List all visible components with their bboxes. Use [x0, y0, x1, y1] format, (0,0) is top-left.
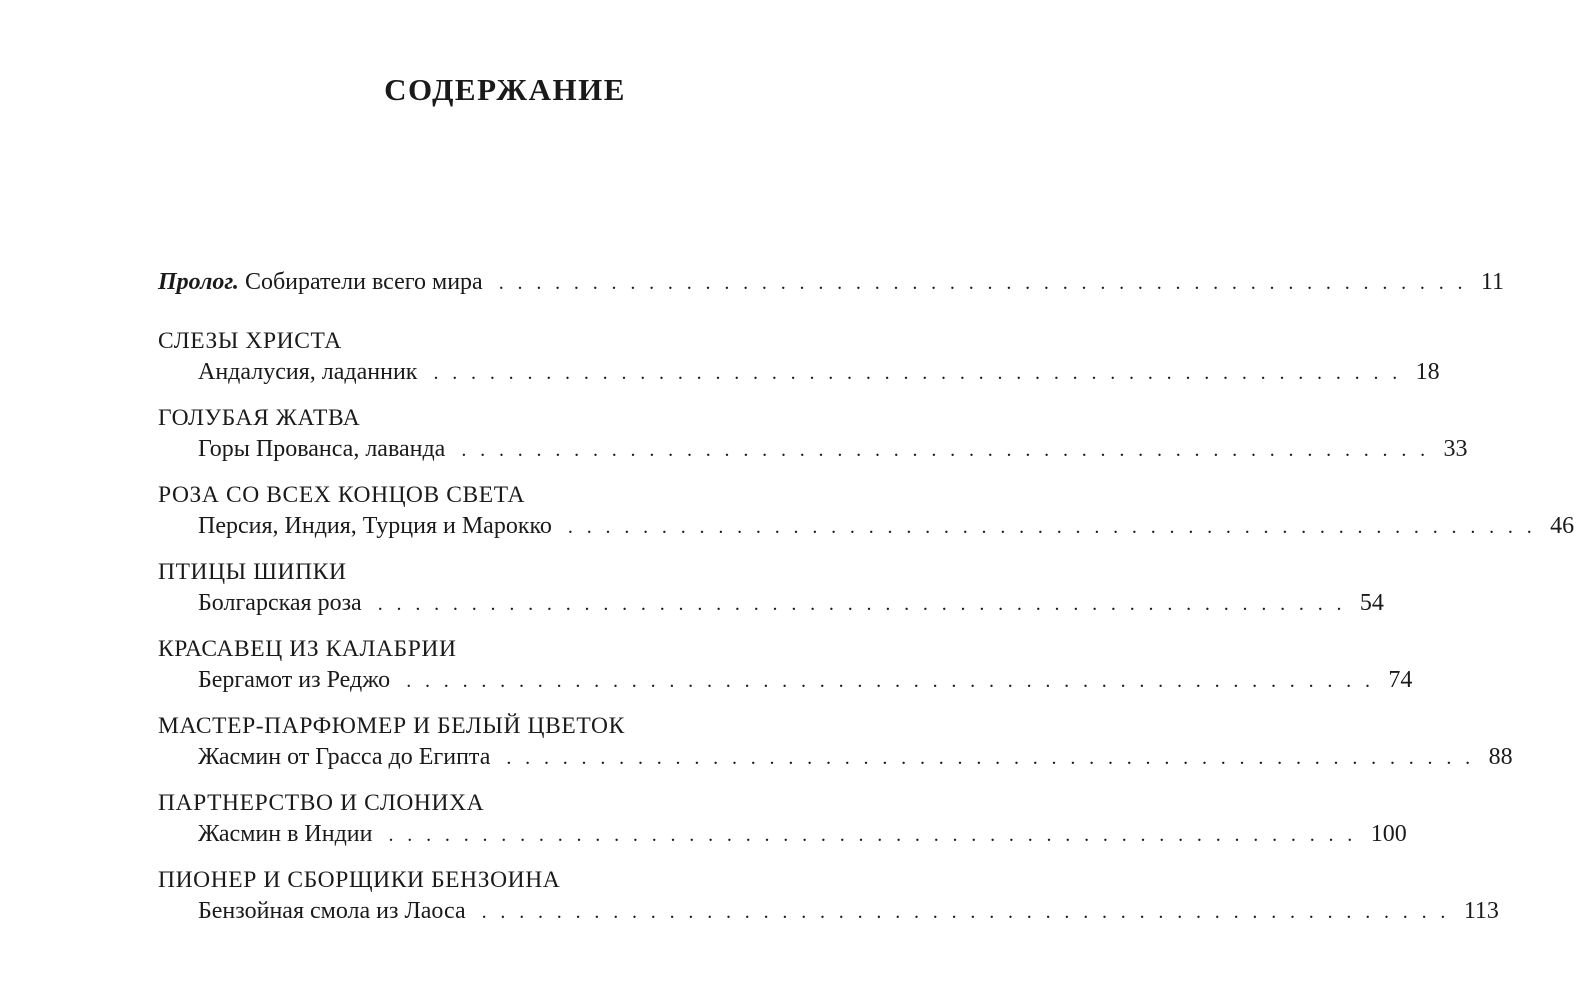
page-number: 33 [1443, 436, 1468, 462]
section-title: ПТИЦЫ ШИПКИ [158, 559, 347, 585]
toc-entry[interactable] [198, 511, 1574, 542]
section-title: КРАСАВЕЦ ИЗ КАЛАБРИИ [158, 636, 457, 662]
toc-entry-label: Горы Прованса, лаванда [198, 436, 446, 462]
prologue-text: Собиратели всего мира [244, 269, 483, 295]
page-number: 54 [1359, 590, 1384, 616]
section-title: МАСТЕР-ПАРФЮМЕР И БЕЛЫЙ ЦВЕТОК [158, 713, 625, 739]
leader-dots: . . . . . . . . . . . . . . . . . . . . . . . . . . . . . . . . . . . . . . . . . . . . . . . . . . . . [377, 593, 1346, 615]
toc-entry-label: Болгарская роза [198, 590, 362, 616]
page-number: 74 [1388, 667, 1413, 693]
toc-entry[interactable] [198, 896, 1499, 927]
toc-entry[interactable] [198, 819, 1407, 850]
toc-entry-label: Жасмин в Индии [198, 821, 373, 847]
toc-entry[interactable] [198, 434, 1468, 465]
section-title: СЛЕЗЫ ХРИСТА [158, 328, 342, 354]
leader-dots: . . . . . . . . . . . . . . . . . . . . . . . . . . . . . . . . . . . . . . . . . . . . . . . . . . . . [461, 439, 1430, 461]
section-title: РОЗА СО ВСЕХ КОНЦОВ СВЕТА [158, 482, 526, 508]
toc-entry-prologue[interactable] [158, 267, 1505, 298]
toc-entry-label: Бензойная смола из Лаоса [198, 898, 466, 924]
toc-entry[interactable] [198, 357, 1440, 388]
page-title: СОДЕРЖАНИЕ [384, 72, 626, 107]
page-number: 18 [1415, 359, 1440, 385]
toc-entry-label: Бергамот из Реджо [198, 667, 391, 693]
section-title: ПАРТНЕРСТВО И СЛОНИХА [158, 790, 485, 816]
prologue-lead: Пролог. [158, 269, 239, 295]
toc-entry-label [158, 267, 483, 297]
section-title: ПИОНЕР И СБОРЩИКИ БЕНЗОИНА [158, 867, 561, 893]
page-number: 100 [1370, 821, 1407, 847]
leader-dots: . . . . . . . . . . . . . . . . . . . . . . . . . . . . . . . . . . . . . . . . . . . . . . . . . . . . [567, 516, 1537, 538]
toc-entry-label: Персия, Индия, Турция и Марокко [198, 513, 552, 539]
leader-dots: . . . . . . . . . . . . . . . . . . . . . . . . . . . . . . . . . . . . . . . . . . . . . . . . . . . . [481, 901, 1450, 923]
toc-entry[interactable] [198, 742, 1513, 773]
leader-dots: . . . . . . . . . . . . . . . . . . . . . . . . . . . . . . . . . . . . . . . . . . . . . . . . . . . . [506, 747, 1475, 769]
toc-entry[interactable] [198, 588, 1384, 619]
page-number: 113 [1463, 898, 1499, 924]
page-number: 88 [1488, 744, 1513, 770]
leader-dots: . . . . . . . . . . . . . . . . . . . . . . . . . . . . . . . . . . . . . . . . . . . . . . . . . . . . [433, 362, 1402, 384]
leader-dots: . . . . . . . . . . . . . . . . . . . . . . . . . . . . . . . . . . . . . . . . . . . . . . . . . . . . [498, 272, 1467, 294]
toc-entry-label: Андалусия, ладанник [198, 359, 418, 385]
section-title: ГОЛУБАЯ ЖАТВА [158, 405, 361, 431]
page-number: 46 [1550, 513, 1574, 539]
page-number: 11 [1480, 269, 1505, 295]
leader-dots: . . . . . . . . . . . . . . . . . . . . . . . . . . . . . . . . . . . . . . . . . . . . . . . . . . . . [388, 824, 1357, 846]
toc-entry[interactable] [198, 665, 1413, 696]
leader-dots: . . . . . . . . . . . . . . . . . . . . . . . . . . . . . . . . . . . . . . . . . . . . . . . . . . . . [406, 670, 1375, 692]
toc-entry-label: Жасмин от Грасса до Египта [198, 744, 491, 770]
